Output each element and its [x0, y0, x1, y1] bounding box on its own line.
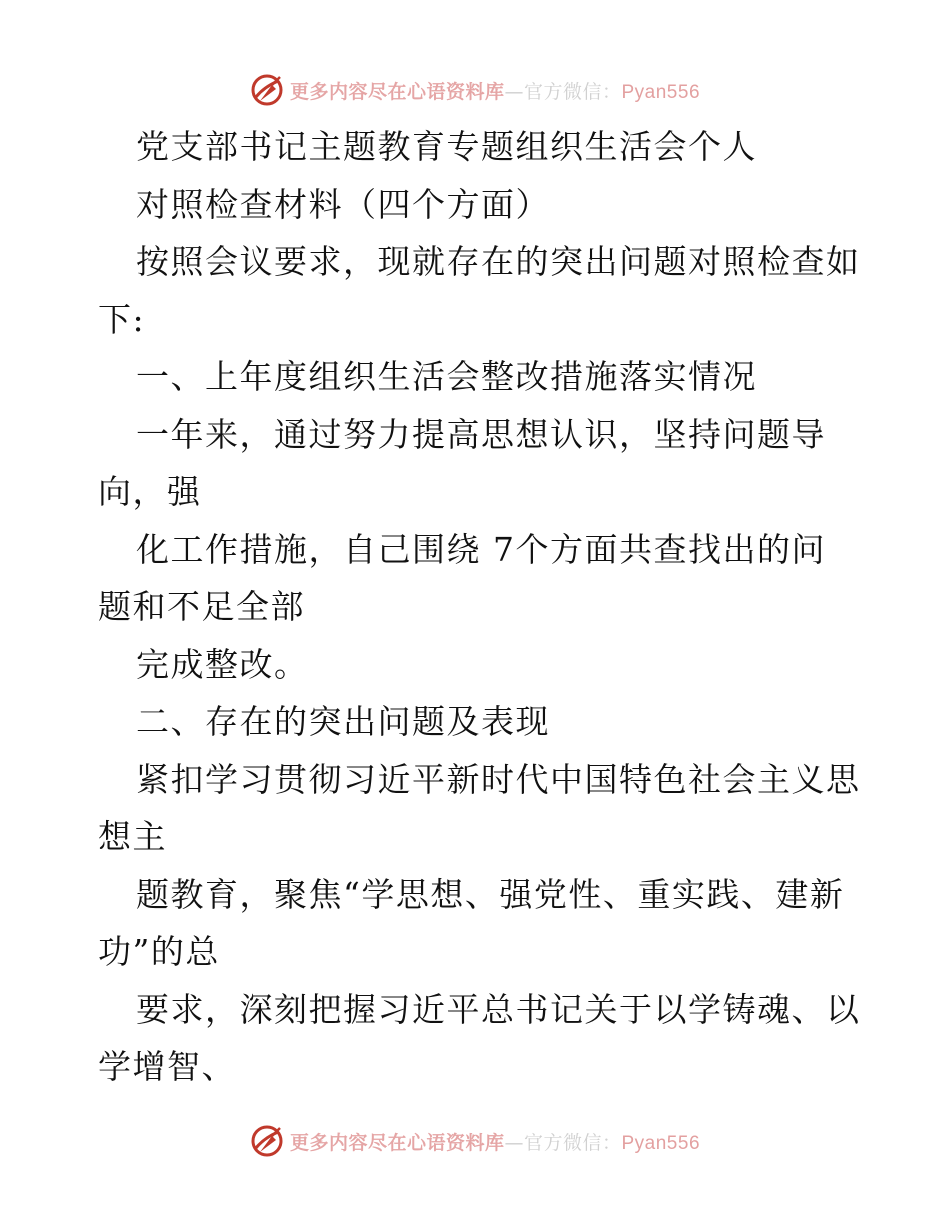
- footer-banner-text: [290, 1128, 700, 1155]
- document-line: 学增智、: [98, 1047, 236, 1086]
- footer-banner: [0, 1121, 950, 1161]
- footer-banner-inner: [250, 1124, 700, 1158]
- footer-dash: —: [504, 1131, 524, 1154]
- document-line: 功”的总: [98, 932, 220, 971]
- document-line: 二、存在的突出问题及表现: [136, 702, 550, 741]
- header-account: Pyan556: [621, 81, 701, 103]
- document-body: [98, 118, 861, 1096]
- document-line: 一、上年度组织生活会整改措施落实情况: [136, 357, 757, 396]
- document-line: 紧扣学习贯彻习近平新时代中国特色社会主义思: [136, 759, 861, 799]
- footer-account: Pyan556: [621, 1132, 701, 1154]
- document-line: 下:: [98, 299, 146, 339]
- document-line: 对照检查材料（四个方面）: [136, 184, 550, 224]
- document-line: 按照会议要求，现就存在的突出问题对照检查如: [136, 242, 861, 281]
- document-line: 想主: [98, 817, 167, 856]
- document-line: 党支部书记主题教育专题组织生活会个人: [136, 127, 757, 166]
- header-wechat-label: 官方微信：: [523, 80, 622, 103]
- brand-logo-icon: [250, 73, 284, 107]
- header-dash: —: [504, 80, 524, 103]
- brand-logo-icon: [250, 1124, 284, 1158]
- header-banner-inner: [250, 73, 700, 107]
- header-brand-text: 更多内容尽在心语资料库: [289, 80, 505, 103]
- document-line: 化工作措施，自己围绕 7个方面共查找出的问: [136, 529, 826, 569]
- document-line: 要求，深刻把握习近平总书记关于以学铸魂、以: [136, 989, 861, 1029]
- document-line: 题教育，聚焦“学思想、强党性、重实践、建新: [136, 874, 845, 914]
- document-line: 完成整改。: [136, 644, 309, 684]
- footer-wechat-label: 官方微信：: [523, 1131, 622, 1154]
- document-line: 一年来，通过努力提高思想认识，坚持问题导: [136, 414, 826, 454]
- header-banner-text: [290, 77, 700, 104]
- footer-brand-text: 更多内容尽在心语资料库: [289, 1131, 505, 1154]
- document-line: 向，强: [98, 472, 202, 511]
- header-banner: [0, 70, 950, 110]
- document-line: 题和不足全部: [98, 587, 305, 626]
